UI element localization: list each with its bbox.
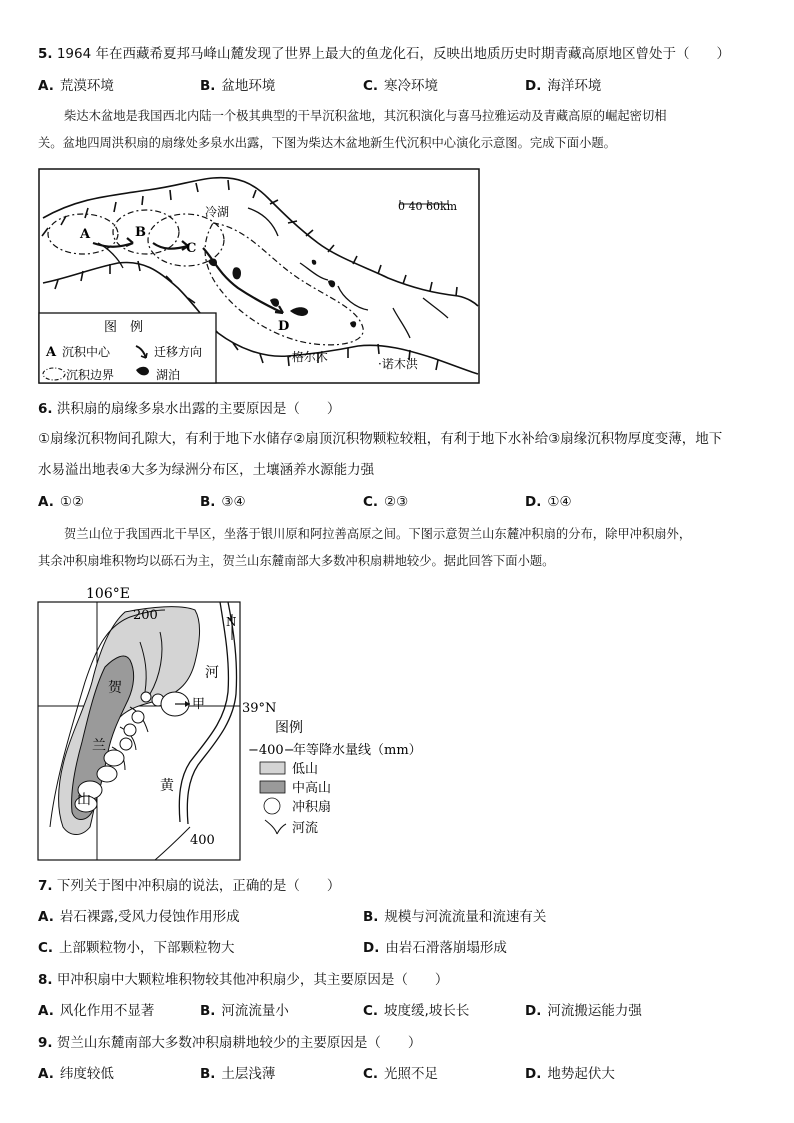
lenghu-label: 冷湖 xyxy=(205,205,230,219)
legend-boundary-label: 沉积边界 xyxy=(66,368,115,382)
q5-option-b[interactable]: B. 盆地环境 xyxy=(200,78,276,94)
scale-bar xyxy=(398,200,458,213)
legend-center-symbol: A xyxy=(46,345,57,360)
center-b-label: B xyxy=(135,225,146,240)
lat-label: 39°N xyxy=(242,701,277,716)
qaidam-legend xyxy=(39,313,216,383)
q7-stem-text: 下列关于图中冲积扇的说法，正确的是（ ） xyxy=(56,878,341,894)
q5-number: 5. xyxy=(38,46,53,62)
legend2-mid-swatch xyxy=(260,781,285,793)
q7-number: 7. xyxy=(38,878,53,894)
passage-helan-line2: 其余冲积扇堆积物均以砾石为主，贺兰山东麓南部大多数冲积扇耕地较少。据此回答下面小题。 xyxy=(38,554,555,568)
legend2-low-swatch xyxy=(260,762,285,774)
legend-center-label: 沉积中心 xyxy=(62,345,111,359)
legend2-fan-label: 冲积扇 xyxy=(292,800,332,815)
q8-number: 8. xyxy=(38,972,53,988)
q9-stem xyxy=(38,1034,421,1052)
mountain-label-he: 贺 xyxy=(108,680,122,696)
river-label-huang: 黄 xyxy=(160,778,174,794)
center-a-label: A xyxy=(80,227,91,242)
isohyet-400-label: 400 xyxy=(190,833,215,848)
legend2-mid-label: 中高山 xyxy=(292,781,332,796)
legend2-river-icon xyxy=(265,820,286,834)
q5-option-c[interactable]: C. 寒冷环境 xyxy=(363,78,439,94)
q9-option-a[interactable]: A. 纬度较低 xyxy=(38,1066,114,1082)
legend2-river-label: 河流 xyxy=(292,821,319,836)
q8-option-b[interactable]: B. 河流流量小 xyxy=(200,1003,289,1019)
passage-helan xyxy=(38,521,758,575)
q7-stem xyxy=(38,877,340,895)
q8-option-c[interactable]: C. 坡度缓,坡长长 xyxy=(363,1003,470,1019)
q7-option-b[interactable]: B. 规模与河流流量和流速有关 xyxy=(363,909,547,925)
q6-option-c[interactable]: C. ②③ xyxy=(363,494,409,510)
q6-statement-line1: ①扇缘沉积物间孔隙大，有利于地下水储存②扇顶沉积物颗粒较粗，有利于地下水补给③扇缘沉积物厚度变薄，地下 xyxy=(38,431,723,447)
legend2-iso-label: 年等降水量线（mm） xyxy=(293,743,422,758)
lon-label: 106°E xyxy=(86,586,130,602)
legend2-low-label: 低山 xyxy=(292,762,319,777)
q6-stem xyxy=(38,400,340,418)
passage-helan-line1: 贺兰山位于我国西北干旱区，坐落于银川原和阿拉善高原之间。下图示意贺兰山东麓冲积扇的分布，除甲冲积扇外， xyxy=(64,527,692,541)
q5-stem xyxy=(38,45,730,63)
q6-statement-line2: 水易溢出地表④大多为绿洲分布区，土壤涵养水源能力强 xyxy=(38,462,375,478)
legend-title: 图 例 xyxy=(104,320,144,335)
q8-stem xyxy=(38,971,448,989)
q7-option-a[interactable]: A. 岩石裸露,受风力侵蚀作用形成 xyxy=(38,909,240,925)
legend2-fan-icon xyxy=(264,798,280,814)
q7-option-d[interactable]: D. 由岩石滑落崩塌形成 xyxy=(363,940,507,956)
q5-option-a[interactable]: A. 荒漠环境 xyxy=(38,78,114,94)
q5-stem-text: 1964 年在西藏希夏邦马峰山麓发现了世界上最大的鱼龙化石，反映出地质历史时期青藏高原地区曾处于（ ） xyxy=(56,46,730,62)
q5-option-d[interactable]: D. 海洋环境 xyxy=(525,78,602,94)
svg-text:N: N xyxy=(226,615,237,629)
fan-jia-label: 甲 xyxy=(192,697,206,712)
q9-option-c[interactable]: C. 光照不足 xyxy=(363,1066,439,1082)
q9-stem-text: 贺兰山东麓南部大多数冲积扇耕地较少的主要原因是（ ） xyxy=(56,1035,422,1051)
qaidam-map xyxy=(38,168,482,386)
q9-option-d[interactable]: D. 地势起伏大 xyxy=(525,1066,615,1082)
q8-option-d[interactable]: D. 河流搬运能力强 xyxy=(525,1003,642,1019)
center-c-label: C xyxy=(186,241,197,256)
q8-option-a[interactable]: A. 风化作用不显著 xyxy=(38,1003,155,1019)
nomhon-label: ·诺木洪 xyxy=(378,357,418,371)
q7-option-c[interactable]: C. 上部颗粒物小，下部颗粒物大 xyxy=(38,940,235,956)
legend2-title: 图例 xyxy=(275,720,303,736)
legend-lake-label: 湖泊 xyxy=(156,368,181,382)
q6-number: 6. xyxy=(38,401,53,417)
passage-qaidam-line1: 柴达木盆地是我国西北内陆一个极其典型的干旱沉积盆地，其沉积演化与喜马拉雅运动及青藏高原的崛起密切相 xyxy=(64,109,667,123)
golmud-label: ·格尔木 xyxy=(288,350,328,364)
legend2-iso-symbol: −400− xyxy=(248,743,295,758)
mountain-label-shan: 山 xyxy=(77,792,91,808)
q6-stem-text: 洪积扇的扇缘多泉水出露的主要原因是（ ） xyxy=(56,401,341,417)
isohyet-200-label: 200 xyxy=(133,608,158,623)
q6-option-d[interactable]: D. ①④ xyxy=(525,494,572,510)
q6-option-a[interactable]: A. ①② xyxy=(38,494,85,510)
q9-option-b[interactable]: B. 土层浅薄 xyxy=(200,1066,276,1082)
mountain-label-lan: 兰 xyxy=(92,738,106,754)
helan-legend xyxy=(248,720,422,836)
river-label-he: 河 xyxy=(205,665,219,681)
helan-map xyxy=(30,582,460,864)
passage-qaidam xyxy=(38,103,758,157)
center-d-label: D xyxy=(278,319,290,334)
q6-option-b[interactable]: B. ③④ xyxy=(200,494,246,510)
legend-direction-label: 迁移方向 xyxy=(154,345,203,359)
passage-qaidam-line2: 关。盆地四周洪积扇的扇缘处多泉水出露，下图为柴达木盆地新生代沉积中心演化示意图。完成下面小题。 xyxy=(38,136,616,150)
q9-number: 9. xyxy=(38,1035,53,1051)
q8-stem-text: 甲冲积扇中大颗粒堆积物较其他冲积扇少，其主要原因是（ ） xyxy=(56,972,449,988)
scale-label: 0 40 60km xyxy=(398,200,458,213)
